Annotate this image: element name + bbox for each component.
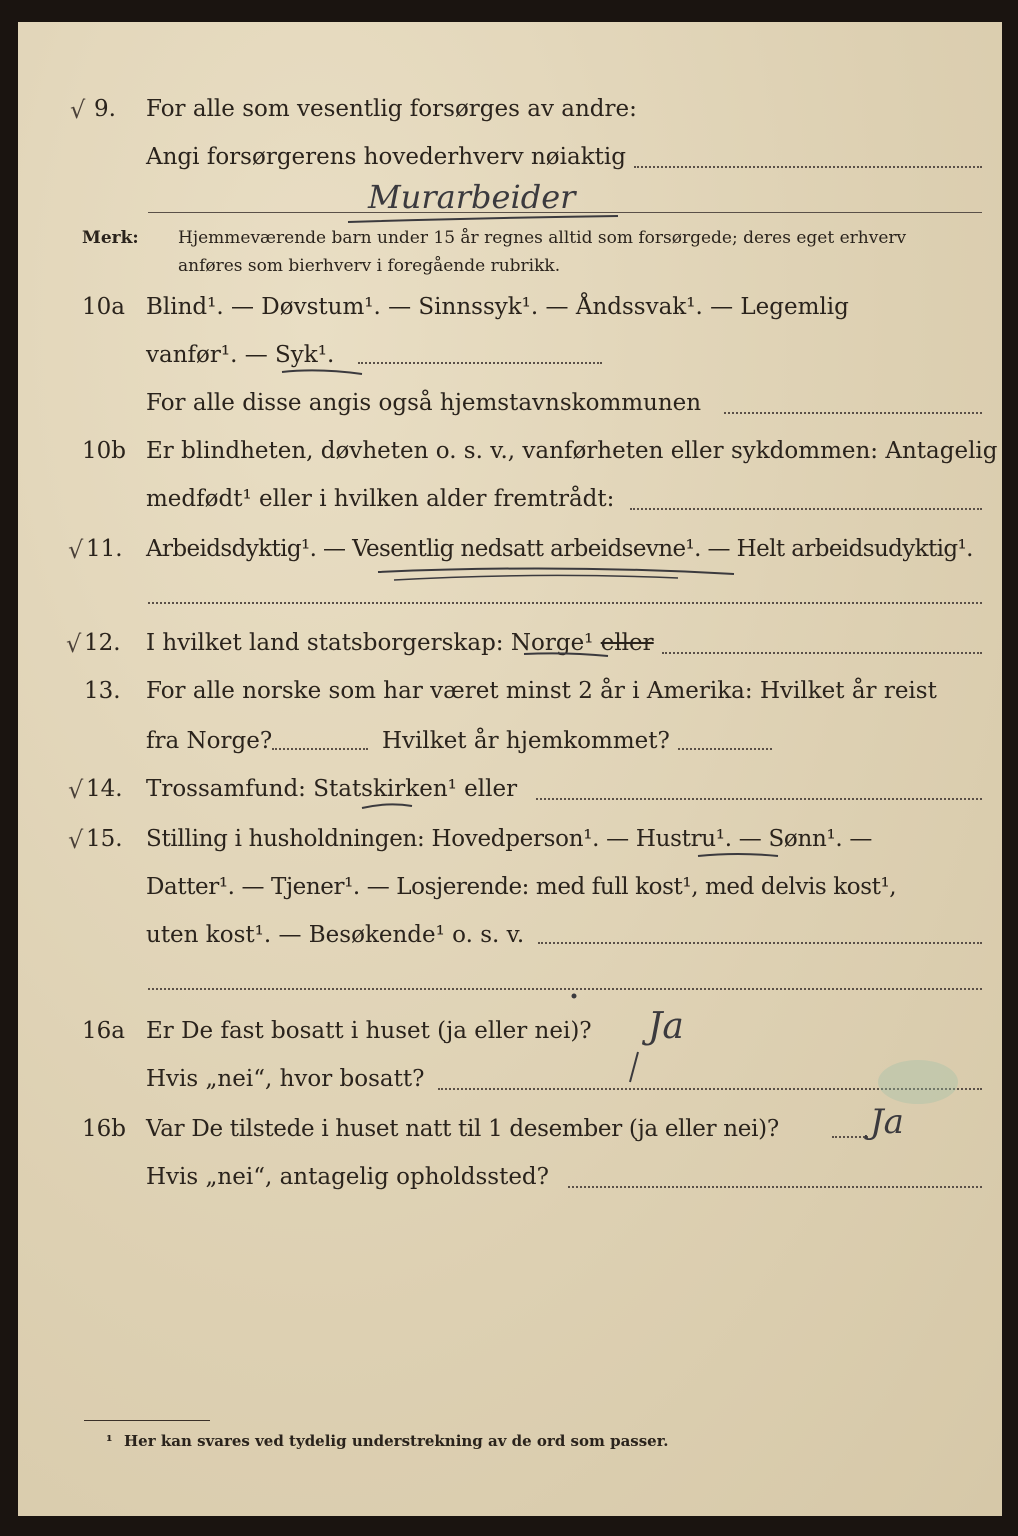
question-13-line-1: For alle norske som har været minst 2 år i Amerika: Hvilket år reist — [146, 678, 937, 704]
question-15-line-3: uten kost¹. — Besøkende¹ o. s. v. — [146, 922, 525, 948]
question-number-10a: 10a — [82, 294, 125, 320]
check-mark: √ — [68, 536, 84, 564]
question-15-line-1: Stilling i husholdningen: Hovedperson¹. — Hustru¹. — Sønn¹. — — [146, 826, 873, 852]
check-mark: √ — [68, 826, 84, 854]
question-number-11: 11. — [86, 536, 123, 562]
note-label: Merk: — [82, 228, 139, 248]
question-number-16a: 16a — [82, 1018, 125, 1044]
question-10a-line-3: For alle disse angis også hjemstavnskommunen — [146, 390, 702, 416]
question-number-10b: 10b — [82, 438, 126, 464]
question-number-13: 13. — [84, 678, 121, 704]
question-12-prompt: I hvilket land statsborgerskap: — [146, 630, 511, 656]
question-13-reist: fra Norge? — [146, 728, 273, 754]
question-number-14: 14. — [86, 776, 123, 802]
question-9-prompt: Angi forsørgerens hovederhverv nøiaktig — [146, 144, 626, 170]
question-number-15: 15. — [86, 826, 123, 852]
question-14-text: Trossamfund: Statskirken¹ eller — [146, 776, 518, 802]
pen-marks — [18, 22, 1002, 1516]
handwritten-answer-16b: Ja — [870, 1102, 904, 1142]
vanfor-option: vanfør¹. — — [146, 342, 276, 368]
census-form-page — [18, 22, 1002, 1516]
question-10b-line-2: medfødt¹ eller i hvilken alder fremtrådt: — [146, 486, 615, 512]
syk-option: Syk¹. — [275, 342, 335, 368]
check-mark: √ — [66, 630, 82, 658]
eller-struck: eller — [600, 630, 654, 656]
question-10b-line-1: Er blindheten, døvheten o. s. v., vanførheten eller sykdommen: Antagelig — [146, 438, 998, 464]
question-16b-line-2: Hvis „nei“, antagelig opholdssted? — [146, 1164, 549, 1190]
question-11-text: Arbeidsdyktig¹. — Vesentlig nedsatt arbeidsevne¹. — Helt arbeidsudyktig¹. — [146, 536, 973, 562]
question-number-16b: 16b — [82, 1116, 126, 1142]
check-mark: √ — [70, 96, 86, 124]
footnote-rule — [84, 1420, 210, 1421]
question-16a-line-1: Er De fast bosatt i huset (ja eller nei)? — [146, 1018, 592, 1044]
question-16a-line-2: Hvis „nei“, hvor bosatt? — [146, 1066, 425, 1092]
question-13-hjemkommet: Hvilket år hjemkommet? — [382, 728, 670, 754]
footnote-mark: ¹ — [106, 1432, 113, 1450]
check-mark: √ — [68, 776, 84, 804]
footnote-text: Her kan svares ved tydelig understrekning av de ord som passer. — [124, 1432, 669, 1450]
handwritten-answer-16a: Ja — [648, 1006, 684, 1047]
question-number-9: 9. — [94, 96, 116, 122]
question-15-line-2: Datter¹. — Tjener¹. — Losjerende: med full kost¹, med delvis kost¹, — [146, 874, 897, 900]
norge-option: Norge¹ — [510, 630, 594, 656]
handwritten-answer-9: Murarbeider — [368, 178, 576, 216]
question-number-12: 12. — [84, 630, 121, 656]
question-10a-line-1: Blind¹. — Døvstum¹. — Sinnssyk¹. — Åndssvak¹. — Legemlig — [146, 294, 849, 320]
note-line-1: Hjemmeværende barn under 15 år regnes alltid som forsørgede; deres eget erhverv — [178, 228, 907, 248]
question-16b-line-1: Var De tilstede i huset natt til 1 desember (ja eller nei)? — [146, 1116, 779, 1142]
question-9-text: For alle som vesentlig forsørges av andre: — [146, 96, 637, 122]
note-line-2: anføres som bierhverv i foregående rubrikk. — [178, 256, 561, 276]
